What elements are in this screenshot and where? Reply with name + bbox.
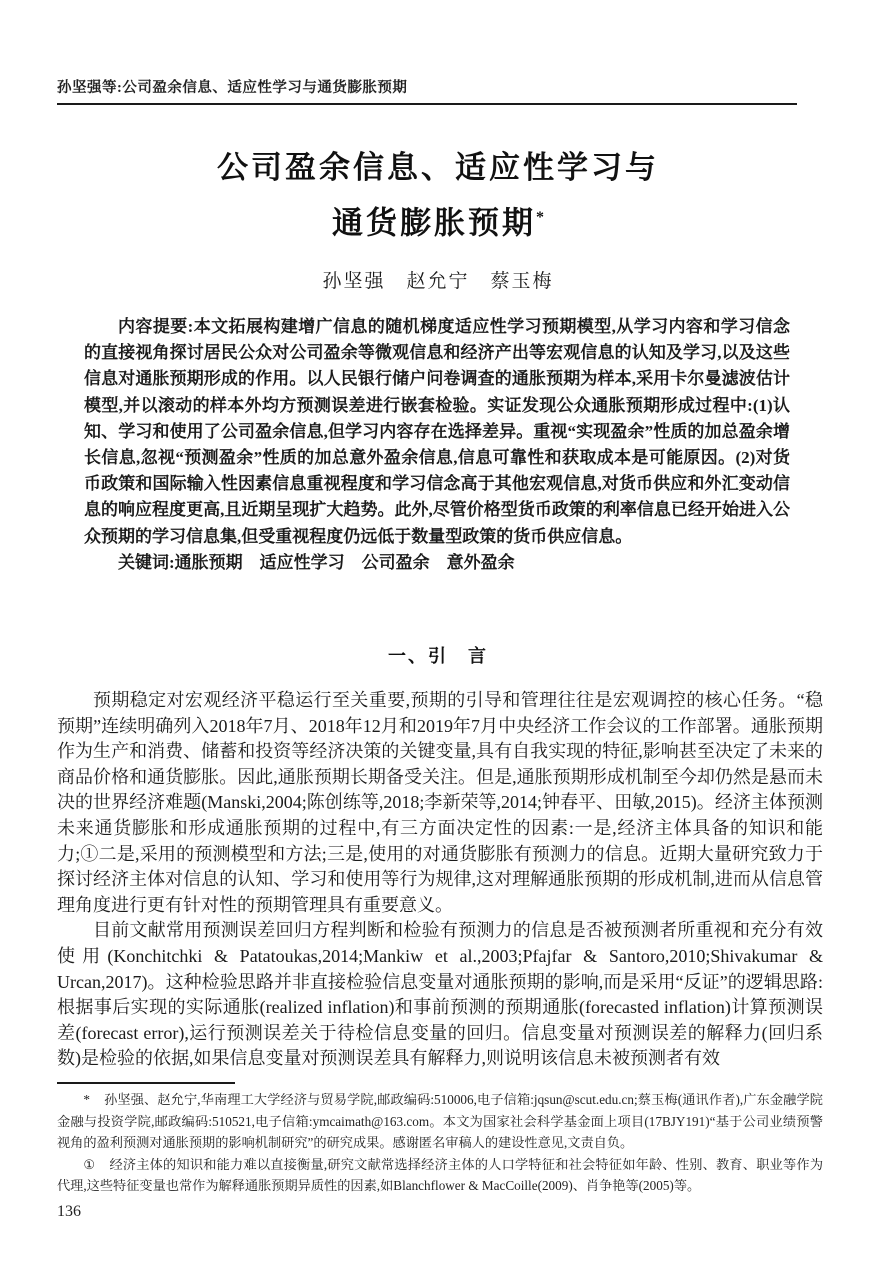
article-title-line2-text: 通货膨胀预期 <box>332 205 536 241</box>
footnote-text-1: 经济主体的知识和能力难以直接衡量,研究文献常选择经济主体的人口学特征和社会特征如年龄、性别、教育、职业等作为代理,这些特征变量也常作为解释通胀预期异质性的因素,如Blanchflower & MacCoille(2009)、肖争艳等(2005)等。 <box>57 1156 824 1194</box>
footnote-item-1 <box>57 1154 823 1197</box>
body-text <box>57 688 823 1072</box>
footnotes-block <box>57 1089 823 1197</box>
article-title-line2 <box>0 193 876 248</box>
body-paragraph-2: 目前文献常用预测误差回归方程判断和检验有预测力的信息是否被预测者所重视和充分有效使用(Konchitchki & Patatoukas,2014;Mankiw et al.,2003;Pfajfar & Santoro,2010;Shivakumar & Urcan,2017)。这种检验思路并非直接检验信息变量对通胀预期的影响,而是采用“反证”的逻辑思路:根据事后实现的实际通胀(realized inflation)和事前预测的预期通胀(forecasted inflation)计算预测误差(forecast error),运行预测误差关于待检信息变量的回归。信息变量对预测误差的解释力(回归系数)是检验的依据,如果信息变量对预测误差具有解释力,则说明该信息未被预测者有效 <box>57 920 823 1069</box>
footnote-mark-1: ① <box>83 1156 96 1172</box>
body-paragraph-1: 预期稳定对宏观经济平稳运行至关重要,预期的引导和管理往往是宏观调控的核心任务。“稳预期”连续明确列入2018年7月、2018年12月和2019年7月中央经济工作会议的工作部署。通胀预期作为生产和消费、储蓄和投资等经济决策的关键变量,具有自我实现的特征,影响甚至决定了未来的商品价格和通货膨胀。因此,通胀预期长期备受关注。但是,通胀预期形成机制至今却仍然是悬而未决的世界经济难题(Manski,2004;陈创练等,2018;李新荣等,2014;钟春平、田敏,2015)。经济主体预测未来通货膨胀和形成通胀预期的过程中,有三方面决定性的因素:一是,经济主体具备的知识和能力;①二是,采用的预测模型和方法;三是,使用的对通货膨胀有预测力的信息。近期大量研究致力于探讨经济主体对信息的认知、学习和使用等行为规律,这对理解通胀预期的形成机制,进而从信息管理角度进行更有针对性的预期管理具有重要意义。 <box>57 690 823 915</box>
section-heading-introduction: 一、引 言 <box>388 646 488 666</box>
footnote-mark-star: * <box>83 1092 90 1107</box>
footnote-item-star <box>57 1089 823 1154</box>
keywords-label: 关键词: <box>118 552 175 572</box>
abstract-paragraph <box>84 314 790 550</box>
abstract-block <box>84 314 790 576</box>
keywords-line <box>84 550 790 576</box>
article-title <box>0 143 876 248</box>
authors-line: 孙坚强 赵允宁 蔡玉梅 <box>322 271 554 292</box>
abstract-text: 本文拓展构建增广信息的随机梯度适应性学习预期模型,从学习内容和学习信念的直接视角探讨居民公众对公司盈余等微观信息和经济产出等宏观信息的认知及学习,以及这些信息对通胀预期形成的作用。以人民银行储户问卷调查的通胀预期为样本,采用卡尔曼滤波估计模型,并以滚动的样本外均方预测误差进行嵌套检验。实证发现公众通胀预期形成过程中:(1)认知、学习和使用了公司盈余信息,但学习内容存在选择差异。重视“实现盈余”性质的加总盈余增长信息,忽视“预测盈余”性质的加总意外盈余信息,信息可靠性和获取成本是可能原因。(2)对货币政策和国际输入性因素信息重视程度和学习信念高于其他宏观信息,对货币供应和外汇变动信息的响应程度更高,且近期呈现扩大趋势。此外,尽管价格型货币政策的利率信息已经开始进入公众预期的学习信息集,但受重视程度仍远低于数量型政策的货币供应信息。 <box>84 317 790 546</box>
footnote-divider <box>57 1082 235 1084</box>
abstract-label: 内容提要: <box>118 317 194 336</box>
keywords-text: 通胀预期 适应性学习 公司盈余 意外盈余 <box>174 552 515 572</box>
header-rule <box>57 103 797 105</box>
title-footnote-mark: * <box>536 209 544 226</box>
footnote-text-star: 孙坚强、赵允宁,华南理工大学经济与贸易学院,邮政编码:510006,电子信箱:jqsun@scut.edu.cn;蔡玉梅(通讯作者),广东金融学院金融与投资学院,邮政编码:510521,电子信箱:ymcaimath@163.com。本文为国家社会科学基金面上项目(17BJY191)“基于公司业绩预警视角的盈利预测对通胀预期的影响机制研究”的研究成果。感谢匿名审稿人的建设性意见,文责自负。 <box>57 1092 823 1151</box>
page-number: 136 <box>57 1203 81 1220</box>
running-header: 孙坚强等:公司盈余信息、适应性学习与通货膨胀预期 <box>57 80 408 96</box>
article-title-line1: 公司盈余信息、适应性学习与 <box>217 150 659 185</box>
